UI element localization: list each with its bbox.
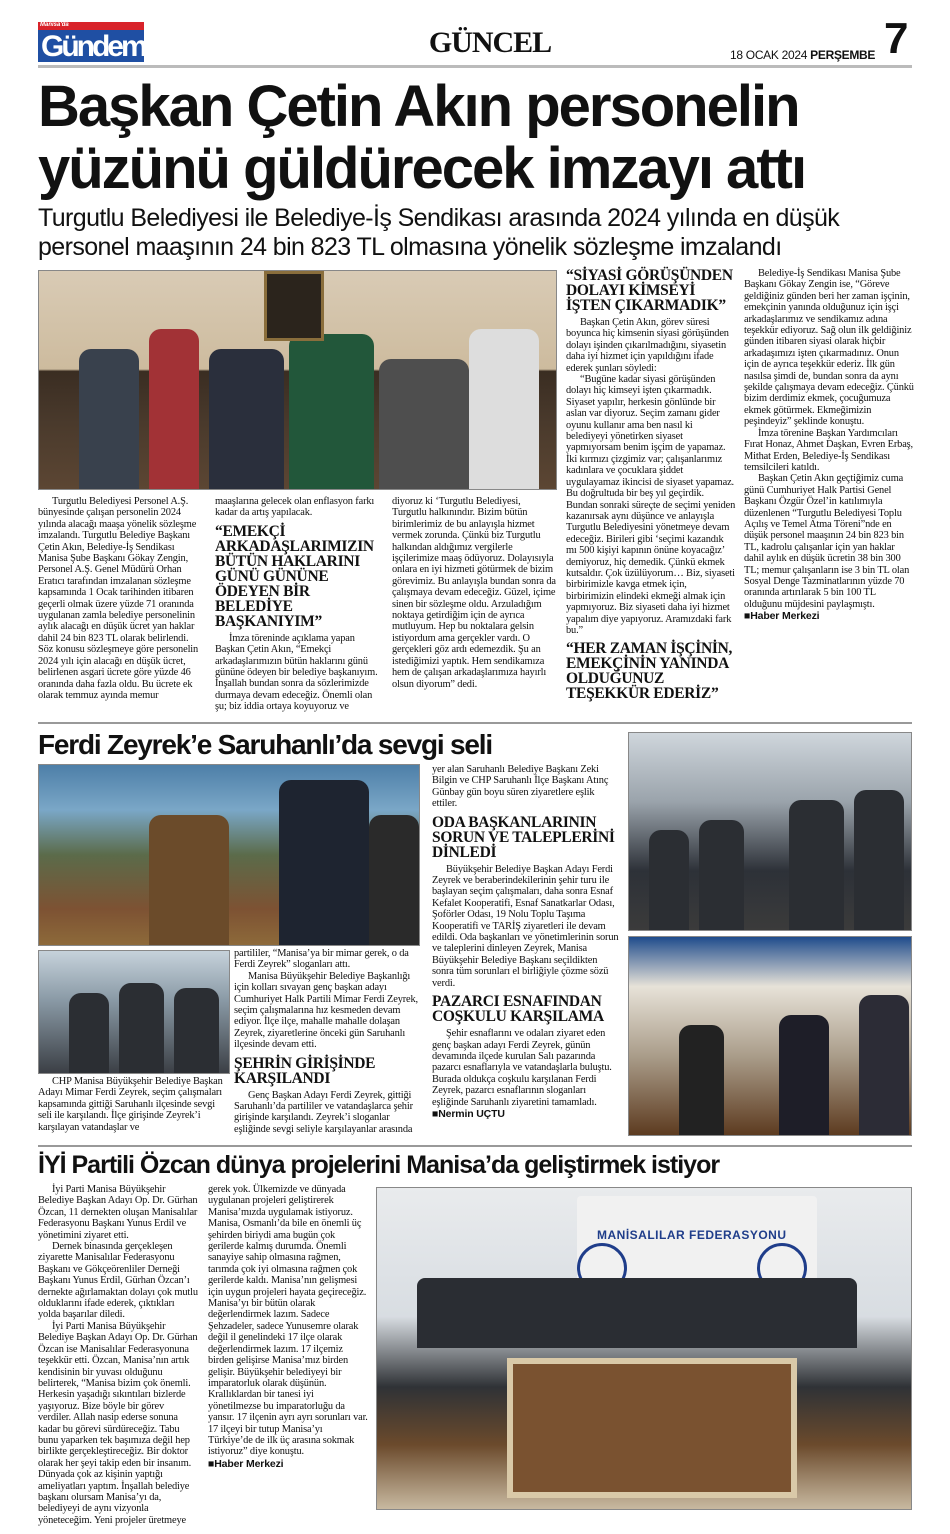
article2-crosshead: ODA BAŞKANLARININ SORUN VE TALEPLERİNİ DİNLEDİ	[432, 813, 615, 861]
article1-paragraph: Başkan Çetin Akın, görev süresi boyunca hiç kimsenin siyasi görüşünden dolayı işinden çıkarılmadığını, siyasetin daha iyi hizmet için yapıldığını ifade ederek şunları söyledi:	[566, 317, 729, 374]
divider	[38, 1145, 912, 1147]
weekday: PERŞEMBE	[810, 48, 876, 62]
article2-crosshead: ŞEHRİN GİRİŞİNDE KARŞILANDI	[234, 1054, 376, 1087]
article1-crosshead: “HER ZAMAN İŞÇİNİN, EMEKÇİNİN YANINDA OLDUĞUNUZ TEŞEKKÜR EDERİZ”	[566, 640, 733, 703]
article1-byline: ■ Haber Merkezi	[744, 610, 819, 622]
photo-spacer	[234, 764, 423, 948]
article3-paragraph-text: İyi Parti Manisa Büyükşehir Belediye Başkan Adayı Op. Dr. Gürhan Özcan ise Manisalılar Federasyonuna teşekkür etti. Özcan, Manisa’nın artık kendisinin bir yuvası olduğunu belirterek, “Manisa bizim çok önemli. Herkesin yaşadığı sıkıntıları bizlerde yaşıyoruz. Bize böyle bir görev verdiler. Allah nasip ederse sonuna kadar bu görevi sürdüreceğiz. Tabu bunu yaparken tek başımıza değil hep birlikte gerçekleştireceğiz. Bir doktor olarak her şeyi takip eden bir insanım. Dünyada çok az kişinin yaptığı ameliyatları yaptım. İnşallah belediye başkanı olursam Manisa’yı da, belediyeyi de aynı vizyonla yöneteceğim. Yeni projeler üretmeye gerek yok. Ülkemizde ve dünyada uygulanan projeleri geliştirerek Manisa’mızda uygulamak istiyoruz. Manisa, Osmanlı’da bile en önemli üç şehirden biriydi ama bugün çok gerilerde kalmış durumda. Önemli sanayiye sahip olmasına rağmen, tarımda çok iyi olmasına rağmen çok gerilerde kaldı. Manisa’nın gelişmesi için uygun projeleri hayata geçireceğiz. Manisa’yı bir bütün olarak değerlendirmek lazım. Sadece Şehzadeler, sadece Yunusemre olarak değil il genelindeki 17 ilçe olarak değerlendirmek lazım. 17 ilçemiz birden gelişirse Manisa’mız birden gelişir. Büyükşehir belediyeyi bir imparatorluk olarak düşünün. Krallıklardan bir tanesi iyi yönetilmezse bu imparatorluğu da yansır. 17 ilçenin ayrı ayrı sorunları var. 17 ilçeyi bir tutup Manisa’yı Türkiye’de de ilk üç arasına sokmak istiyoruz” diye konuştu.	[38, 1184, 368, 1526]
article2-paragraph: Genç Başkan Adayı Ferdi Zeyrek, gittiği Saruhanlı’da partililer ve vatandaşlarca şehir girişinde karşılandı. Zeyrek’i sloganlar eşliğinde sevgi seliyle karşılayanlar arasında yer alan Saruhanlı Belediye Başkanı Zeki Bilgin ve CHP Saruhanlı İlçe Başkanı Atınç Günbay gün boyu süren ziyaretlere eşlik ettiler.	[234, 764, 609, 1135]
article1-crosshead: “EMEKÇİ ARKADAŞLARIMIZIN BÜTÜN HAKLARINI GÜNÜ GÜNÜNE ÖDEYEN BİR BELEDİYE BAŞKANIYIM”	[215, 522, 374, 630]
article1-columns-right	[566, 268, 914, 714]
article2-columns	[234, 764, 621, 1140]
logo-wordmark: Gündem	[41, 30, 145, 63]
article1-paragraph: İmza töreninde açıklama yapan Başkan Çetin Akın, “Emekçi arkadaşlarımızın bütün haklarını günü gününe ödeyen bir belediye başkanıyım. İnşallah bundan sonra da sözlerimizde durmaya devam edeceğiz. Önemli olan şu; biz iddia ortaya koyuyoruz ve diyoruz ki ‘Turgutlu Belediyesi, Turgutlu halkınındır. Bizim bütün birimlerimiz de bu anlayışla hizmet vermek zorunda. Çünkü biz Turgutlu halkından aldığımız vergilerle işçilerimize maaş ödüyoruz. Dolayısıyla onlara en iyi hizmeti götürmek de bizim görevimiz. Bu anlayışla bundan sonra da çalışmaya devam edeceğiz. Güzel, içime sinen bir sözleşme oldu. Arzuladığım noktaya getirdiğim için de ayrıca mutluyum. Hep bu noktalara gelsin istiyordum ama gerçekler vardı. O gerçekleri göz ardı edemezdik. Şu an istediğimizi yaptık. Hem sendikamıza hem de çalışan arkadaşlarımıza hayırlı olsun diyorum” dedi.	[215, 496, 556, 713]
article2-caption: CHP Manisa Büyükşehir Belediye Başkan Adayı Mimar Ferdi Zeyrek, seçim çalışmaları kapsamında gittiği Saruhanlı ilçesinde sevgi seli ile karşılandı. İlçe girişinde Zeyrek’i karşılayan vatandaşlar ve	[38, 1076, 223, 1133]
section-title: GÜNCEL	[428, 26, 552, 59]
article1-paragraph-text: Başkan Çetin Akın geçtiğimiz cuma günü Cumhuriyet Halk Partisi Genel Başkanı Özgür Özel’in katılımıyla düzenlenen “Turgutlu Belediyesi Toplu Açılış ve Temel Atma Töreni”nde en düşük personel maaşının 24 bin 823 bin TL, kadrolu çalışanlar için yan haklar dahil aylık en düşük ücretin 38 bin 300 TL; memur çalışanların ise 3 bin TL olan Sosyal Denge Tazminatlarının yüzde 70 oranında artırılarak 5 bin 100 TL olduğunu müjdesini paylaşmıştı.	[744, 473, 910, 610]
article3-headline: İYİ Partili Özcan dünya projelerini Manisa’da geliştirmek istiyor	[38, 1151, 720, 1179]
article2-crosshead: PAZARCI ESNAFINDAN COŞKULU KARŞILAMA	[432, 993, 604, 1026]
article3-byline: ■ Haber Merkezi	[208, 1458, 283, 1470]
article2-byline: ■ Nermin UÇTU	[432, 1108, 505, 1120]
article2-paragraph: Manisa Büyükşehir Belediye Başkanlığı için kolları sıvayan genç başkan adayı Cumhuriyet Halk Partili Mimar Ferdi Zeyrek, seçim çalışmalarına hız kesmeden devam ediyor. İlçe ilçe, mahalle mahalle dolaşan Zeyrek, ziyaretlerine önceki gün Saruhanlı ilçesinde devam etti.	[234, 970, 419, 1051]
divider	[38, 65, 912, 68]
article1-photo	[38, 270, 557, 490]
article1-columns-left	[38, 496, 557, 714]
article1-paragraph: Belediye-İş Sendikası Manisa Şube Başkanı Gökay Zengin ise, “Göreve geldiğiniz günden beri her zaman işçinin, emekçinin yanında olduğunuz için işçi arkadaşlarımız ve sendikamız adına teşekkür ediyoruz. Sağ olun ilk geldiğiniz günden itibaren siyasi olarak hiçbir arkadaşımızı işten çıkarmadınız. Onun için de ayrıca teşekkür ederiz. İlk gün nasılsa şimdi de, bundan sonra da aynı şekilde çalışmaya devam edeceğiz. Çünkü bizim derdimiz ekmek, çocuğumuza ekmek götürmek. Ekmeğimizin peşindeyiz” şeklinde konuştu.	[744, 268, 914, 428]
article2-paragraph: partililer, “Manisa’ya bir mimar gerek, o da Ferdi Zeyrek” sloganları attı.	[234, 948, 409, 971]
logo-tagline: Manisa'da	[40, 22, 69, 28]
article2-paragraph-text: Şehir esnaflarını ve odaları ziyaret eden genç başkan adayı Ferdi Zeyrek, günün devamında ilçede kurulan Salı pazarında pazarcı esnaflarıyla ve vatandaşlarla buluştu. Burada oldukça coşkulu karşılanan Ferdi Zeyrek, pazarcı esnaflarının sloganları eşliğinde Saruhanlı ziyaretini tamamladı.	[432, 1028, 612, 1108]
article2-photo-crowd	[38, 950, 230, 1074]
article1-paragraph: Turgutlu Belediyesi Personel A.Ş. bünyesinde çalışan personelin 2024 yılında alacağı maaşa yönelik sözleşme imzalandı. Turgutlu Belediye Başkanı Çetin Akın, Belediye-İş Sendikası Manisa Şube Başkanı Gökay Zengin, Personel A.Ş. Genel Müdürü Orhan Eratıcı tarafından imzalanan sözleşme kapsamında 1 Ocak tarihinden itibaren geçerli olmak üzere yüzde 71 oranında uygulanan zamla belediye personelinin aylık alacağı en düşük ücret yan haklar dahil 24 bin 823 TL olarak belirlendi. Söz konusu sözleşmeye göre personelin 2024 yılı için alacağı en düşük ücret, belirlenen asgari ücrete göre yüzde 46 oranında daha fazla oldu. Bu ücrete ek olarak temmuz ayında memur maaşlarına gelecek olan enflasyon farkı kadar da artış yapılacak.	[38, 496, 375, 701]
article2-paragraph	[432, 1028, 621, 1120]
page-number: 7	[884, 14, 909, 63]
article2-paragraph: Büyükşehir Belediye Başkan Adayı Ferdi Zeyrek ve beraberindekilerinin şehir turu ile başlayan seçim çalışmaları, daha sonra Esnaf Kefalet Kooperatifi, Esnaf Sanatkarlar Odası, Şoförler Odası, 19 Nolu Toplu Taşıma Kooperatifi ve TARİŞ ziyaretleri ile devam edildi. Oda başkanları ve yönetimlerinin sorun ve taleplerini dinleyen Zeyrek, Manisa Büyükşehir Belediye Başkanı seçildikten sonra tüm sorunları el birliğiyle çözme sözü verdi.	[432, 863, 619, 989]
article2-headline: Ferdi Zeyrek’e Saruhanlı’da sevgi seli	[38, 729, 492, 760]
federation-sign: MANİSALILAR FEDERASYONU	[597, 1228, 787, 1242]
article3-paragraph: İyi Parti Manisa Büyükşehir Belediye Başkan Adayı Op. Dr. Gürhan Özcan, 11 dernekten oluşan Manisalılar Federasyonu Başkanı Yunus Erdil ve yönetimini ziyaret etti.	[38, 1184, 198, 1241]
article2-photo-visit	[628, 732, 912, 931]
article1-crosshead: “SİYASİ GÖRÜŞÜNDEN DOLAYI KİMSEYİ İŞTEN ÇIKARMADIK”	[566, 267, 733, 314]
date: 18 OCAK 2024	[730, 48, 808, 62]
article1-paragraph: “Bugüne kadar siyasi görüşünden dolayı hiç kimseyi işten çıkarmadık. Siyaset yapılır, herkesin gönlünde bir aslan var diyoruz. Seçim zamanı gider oyunu kullanır ama ben nasıl ki belediyeyi yönetirken siyaset yapmıyorsam benim işçim de yapamaz. İki kırmızı çizgimiz var; çalışanlarımız kadınlara ve çocuklara şiddet uygulayamaz ikincisi de siyaset yapamaz. Bu doğrultuda bir beş yıl geçirdik. Bundan sonraki süreçte de seçimi yeniden kazanırsak aynı düşünce ve anlayışla Turgutlu Belediyesini yönetmeye devam edeceğiz. Birileri gibi ‘seçimi kazandık mı 500 kişiyi kapının önüne koyacağız’ demiyoruz, hiç demedik. Çünkü ekmek kutsaldır. Çok üzülüyorum… Biz, siyaseti birbirimizle kavga etmek için, birbirimizin elindeki ekmeği almak için yapmıyoruz. Biz siyaseti daha iyi hizmet yapalım diye yapıyoruz. Aramızdaki fark bu.”	[566, 374, 736, 636]
article1-paragraph	[744, 473, 914, 622]
article1-subheadline: Turgutlu Belediyesi ile Belediye-İş Sendikası arasında 2024 yılında en düşük personel maaşının 24 bin 823 TL olmasına yönelik sözleşme imzalandı	[38, 204, 840, 261]
issue-date	[730, 48, 875, 62]
article1-paragraph: İmza törenine Başkan Yardımcıları Fırat Honaz, Ahmet Daşkan, Evren Erbaş, Mithat Erden, Belediye-İş Sendikası temsilcileri katıldı.	[744, 427, 914, 473]
article3-paragraph: Dernek binasında gerçekleşen ziyarette Manisalılar Federasyonu Başkanı ve Gökçeörenliler Derneği Başkanı Yunus Erdil, Gürhan Özcan’ı dernekte ağırlamaktan dolayı çok mutlu olduklarını ifade ederek, çıktıkları yolda başarılar diledi.	[38, 1241, 198, 1321]
article1-headline: Başkan Çetin Akın personelin yüzünü güldürecek imzayı attı	[38, 74, 806, 201]
article3-columns	[38, 1184, 368, 1528]
article2-photo-bazaar	[628, 936, 912, 1136]
divider	[38, 722, 912, 724]
article3-photo	[376, 1187, 912, 1510]
